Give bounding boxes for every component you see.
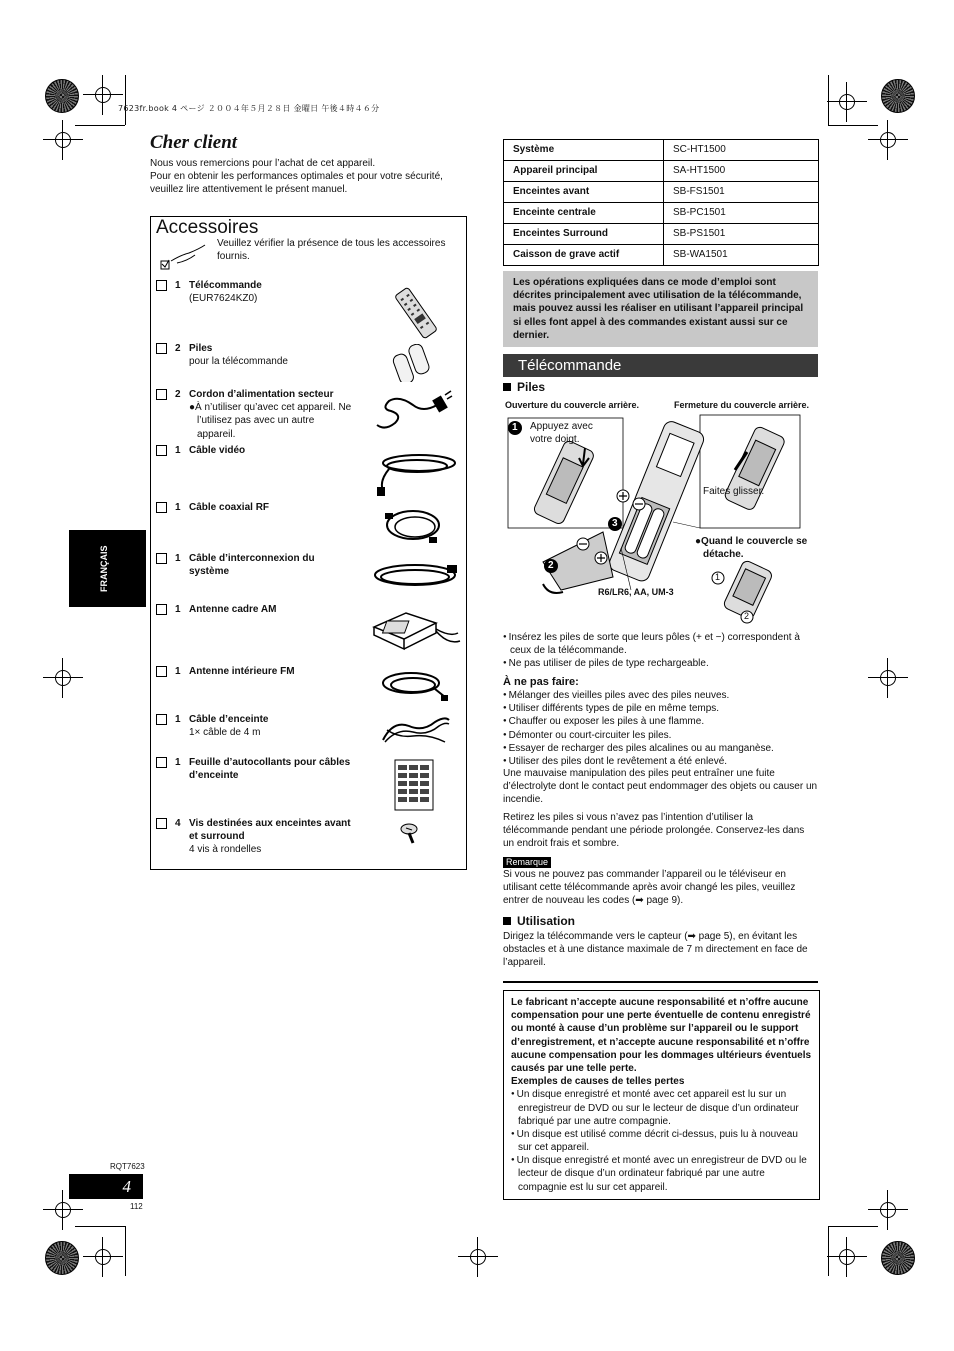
bullet-item: ● Chauffer ou exposer les piles à une flamme. xyxy=(503,715,818,728)
section-title: Télécommande xyxy=(518,357,622,374)
intro-line: veuillez lire attentivement le présent manuel. xyxy=(150,184,348,196)
sticker-sheet-icon xyxy=(394,759,434,811)
item-detail: 1× câble de 4 m xyxy=(189,727,261,739)
checkbox[interactable] xyxy=(156,553,167,564)
item-name: Antenne intérieure FM xyxy=(189,666,295,677)
item-quantity: 4 xyxy=(175,818,181,829)
registration-disc-top-right xyxy=(881,79,915,113)
table-row xyxy=(504,245,819,266)
table-cell: Enceinte centrale xyxy=(504,203,664,224)
operation-note-box xyxy=(503,271,818,347)
crop-mark-icon xyxy=(868,120,908,160)
checkbox[interactable] xyxy=(156,343,167,354)
system-table xyxy=(503,139,819,266)
step-number: 2 xyxy=(548,560,554,571)
bullet-item: ● Utiliser des piles dont le revêtement a été enlevé. xyxy=(503,755,818,768)
accessories-box xyxy=(150,216,467,870)
remove-batteries-text: Retirez les piles si vous n’avez pas l’intention d’utiliser la télécommande pendant une période prolongée. Conservez-les dans un endroit frais et sombre. xyxy=(503,812,805,850)
page-title: Cher client xyxy=(150,132,238,153)
table-cell: Caisson de grave actif xyxy=(504,245,664,266)
intro-text xyxy=(150,157,465,197)
detach-text: ●Quand le couvercle se détache. xyxy=(695,536,808,561)
system-cable-icon xyxy=(369,557,461,593)
item-name: Câble d’enceinte xyxy=(189,714,269,725)
item-quantity: 1 xyxy=(175,280,181,291)
ne-pas-faire-heading: À ne pas faire: xyxy=(503,676,579,688)
page-number-box xyxy=(69,1174,143,1199)
item-quantity: 1 xyxy=(175,445,181,456)
table-cell: SB-PS1501 xyxy=(664,224,819,245)
step-number: 1 xyxy=(512,422,518,433)
checkbox[interactable] xyxy=(156,757,167,768)
open-cover-label: Ouverture du couvercle arrière. xyxy=(505,400,640,410)
detach-step-number: 2 xyxy=(744,611,750,621)
coaxial-cable-icon xyxy=(381,503,445,549)
ne-pas-faire-list xyxy=(503,689,818,768)
remarque-label: Remarque xyxy=(503,857,551,868)
slide-text: Faites glisser. xyxy=(703,486,765,497)
item-name: Câble coaxial RF xyxy=(189,502,270,513)
table-cell: SA-HT1500 xyxy=(664,161,819,182)
battery-type-label: R6/LR6, AA, UM-3 xyxy=(598,587,674,597)
item-detail: (EUR7624KZ0) xyxy=(189,293,258,305)
section-header-telecommande xyxy=(503,354,818,377)
model-code: RQT7623 xyxy=(110,1162,145,1171)
registration-disc-bottom-left xyxy=(45,1241,79,1275)
bullet-item: ● Un disque enregistré et monté avec cet appareil est lu sur un enregistreur de DVD ou sur le lecteur de disque d’un ordinateur fabriqué par une autre compagnie. xyxy=(511,1088,813,1128)
disclaimer-box xyxy=(503,990,820,1200)
table-cell: SB-FS1501 xyxy=(664,182,819,203)
item-name: Feuille d’autocollants pour câbles d’enceinte xyxy=(189,757,351,782)
batteries-icon xyxy=(389,344,439,382)
bullet-item: ● Un disque enregistré et monté avec un enregistreur de DVD ou le lecteur de disque d’un ordinateur fabriqué par une autre compagnie est lu sur cet appareil. xyxy=(511,1154,813,1194)
crop-mark-icon xyxy=(83,1237,123,1277)
step-number: 3 xyxy=(612,518,618,529)
trim-line xyxy=(828,125,878,126)
video-cable-icon xyxy=(369,449,459,497)
item-quantity: 2 xyxy=(175,389,181,400)
trim-line xyxy=(828,75,829,125)
table-cell: SB-WA1501 xyxy=(664,245,819,266)
item-quantity: 2 xyxy=(175,343,181,354)
crop-mark-icon xyxy=(458,1237,498,1277)
table-cell: Appareil principal xyxy=(504,161,664,182)
screw-icon xyxy=(399,821,423,845)
item-name: Vis destinées aux enceintes avant et surround xyxy=(189,818,351,843)
checkbox[interactable] xyxy=(156,280,167,291)
bullet-item: ● Essayer de recharger des piles alcalines ou au manganèse. xyxy=(503,742,818,755)
language-tab-label: FRANÇAIS xyxy=(99,545,109,592)
piles-heading: Piles xyxy=(503,380,545,396)
bullet-item: ● Mélanger des vieilles piles avec des piles neuves. xyxy=(503,689,818,702)
intro-line: Nous vous remercions pour l’achat de cet appareil. xyxy=(150,158,376,169)
trim-line xyxy=(828,1226,878,1227)
accessories-title: Accessoires xyxy=(156,217,259,238)
bullet-item: ● Ne pas utiliser de piles de type rechargeable. xyxy=(503,657,818,670)
table-row xyxy=(504,203,819,224)
warning-text: Une mauvaise manipulation des piles peut entraîner une fuite d’électrolyte dont le contact peut endommager des objets ou causer un incendie. xyxy=(503,768,818,806)
bullet-item: ● Un disque est utilisé comme décrit ci-dessus, puis lu à nouveau sur cet appareil. xyxy=(511,1128,813,1154)
sub-page-number: 112 xyxy=(130,1202,143,1211)
item-name: Antenne cadre AM xyxy=(189,604,277,615)
checkbox[interactable] xyxy=(156,445,167,456)
crop-mark-icon xyxy=(83,75,123,115)
registration-disc-top-left xyxy=(45,79,79,113)
table-row xyxy=(504,224,819,245)
table-row xyxy=(504,161,819,182)
intro-line: Pour en obtenir les performances optimales et pour votre sécurité, xyxy=(150,171,443,183)
checkbox[interactable] xyxy=(156,666,167,677)
item-detail: 4 vis à rondelles xyxy=(189,844,262,856)
accessories-note: Veuillez vérifier la présence de tous les accessoires fournis. xyxy=(217,238,446,263)
table-cell: SC-HT1500 xyxy=(664,140,819,161)
bullet-item: ● Utiliser différents types de pile en même temps. xyxy=(503,702,818,715)
table-row xyxy=(504,182,819,203)
checkbox[interactable] xyxy=(156,818,167,829)
remote-control-icon xyxy=(388,285,444,341)
item-detail: pour la télécommande xyxy=(189,356,288,368)
step1-text: Appuyez avec votre doigt. xyxy=(530,421,593,446)
item-detail: ●À n’utiliser qu’avec cet appareil. Ne l’utilisez pas avec un autre appareil. xyxy=(189,402,352,440)
item-name: Cordon d’alimentation secteur xyxy=(189,389,334,400)
checkbox[interactable] xyxy=(156,389,167,400)
utilisation-heading: Utilisation xyxy=(503,914,575,930)
operation-note-text: Les opérations expliquées dans ce mode d’emploi sont décrites principalement avec utilisation de la télécommande, mais pouvez aussi les réaliser en utilisant l’appareil principal si elles font appel à des commandes existant aussi sur ce dernier. xyxy=(513,277,804,341)
bullet-item: ● Démonter ou court-circuiter les piles. xyxy=(503,729,818,742)
utilisation-text: Dirigez la télécommande vers le capteur (➡ page 5), en évitant les obstacles et à une distance maximale de 7 m directement en face de l’appareil. xyxy=(503,931,808,969)
piles-bullets xyxy=(503,631,818,671)
trim-line xyxy=(125,75,126,125)
item-quantity: 1 xyxy=(175,666,181,677)
table-cell: Enceintes Surround xyxy=(504,224,664,245)
item-name: Câble vidéo xyxy=(189,445,246,456)
table-cell: Système xyxy=(504,140,664,161)
crop-mark-icon xyxy=(868,1190,908,1230)
registration-disc-bottom-right xyxy=(881,1241,915,1275)
item-quantity: 1 xyxy=(175,502,181,513)
print-header-line: 7623fr.book 4 ページ ２００４年５月２８日 金曜日 午後４時４６分 xyxy=(118,104,380,113)
trim-line xyxy=(828,1226,829,1276)
remarque-text: Si vous ne pouvez pas commander l’appareil ou le téléviseur en utilisant cette télécommande après avoir changé les piles, veuillez entrer de nouveau les codes (➡ page 9). xyxy=(503,869,796,907)
fm-antenna-icon xyxy=(377,667,449,703)
power-cord-icon xyxy=(373,385,453,435)
divider xyxy=(503,981,818,983)
table-cell: SB-PC1501 xyxy=(664,203,819,224)
item-quantity: 1 xyxy=(175,714,181,725)
crop-mark-icon xyxy=(43,658,83,698)
hand-checkmark-icon xyxy=(159,241,209,273)
disclaimer-text: Le fabricant n’accepte aucune responsabilité et n’offre aucune compensation pour une perte éventuelle de contenu enregistré ou monté à cause d’un problème sur l’appareil ou le support d’enregistrement, et n’accepte aucune responsabilité et n’offre aucune compensation pour les dommages ultérieurs éventuels causés par une telle perte. xyxy=(511,997,812,1074)
page-number: 4 xyxy=(122,1177,131,1196)
checkbox[interactable] xyxy=(156,604,167,615)
bullet-item: ● Insérez les piles de sorte que leurs pôles (+ et −) correspondent à ceux de la télécommande. xyxy=(503,631,818,657)
speaker-cable-icon xyxy=(379,712,453,746)
close-cover-label: Fermeture du couvercle arrière. xyxy=(674,400,810,410)
trim-line xyxy=(125,1226,126,1276)
table-row xyxy=(504,140,819,161)
item-name: Piles xyxy=(189,343,213,354)
examples-heading: Exemples de causes de telles pertes xyxy=(511,1076,685,1088)
am-loop-antenna-icon xyxy=(366,607,462,655)
crop-mark-icon xyxy=(827,1237,867,1277)
item-quantity: 1 xyxy=(175,757,181,768)
item-quantity: 1 xyxy=(175,553,181,564)
detach-step-number: 1 xyxy=(715,572,721,582)
crop-mark-icon xyxy=(43,120,83,160)
item-name: Télécommande xyxy=(189,280,262,291)
checkbox[interactable] xyxy=(156,502,167,513)
item-quantity: 1 xyxy=(175,604,181,615)
crop-mark-icon xyxy=(827,82,867,122)
trim-line xyxy=(75,1226,125,1227)
trim-line xyxy=(75,125,125,126)
item-name: Câble d’interconnexion du système xyxy=(189,553,315,578)
language-tab xyxy=(69,530,146,607)
crop-mark-icon xyxy=(868,658,908,698)
table-cell: Enceintes avant xyxy=(504,182,664,203)
checkbox[interactable] xyxy=(156,714,167,725)
